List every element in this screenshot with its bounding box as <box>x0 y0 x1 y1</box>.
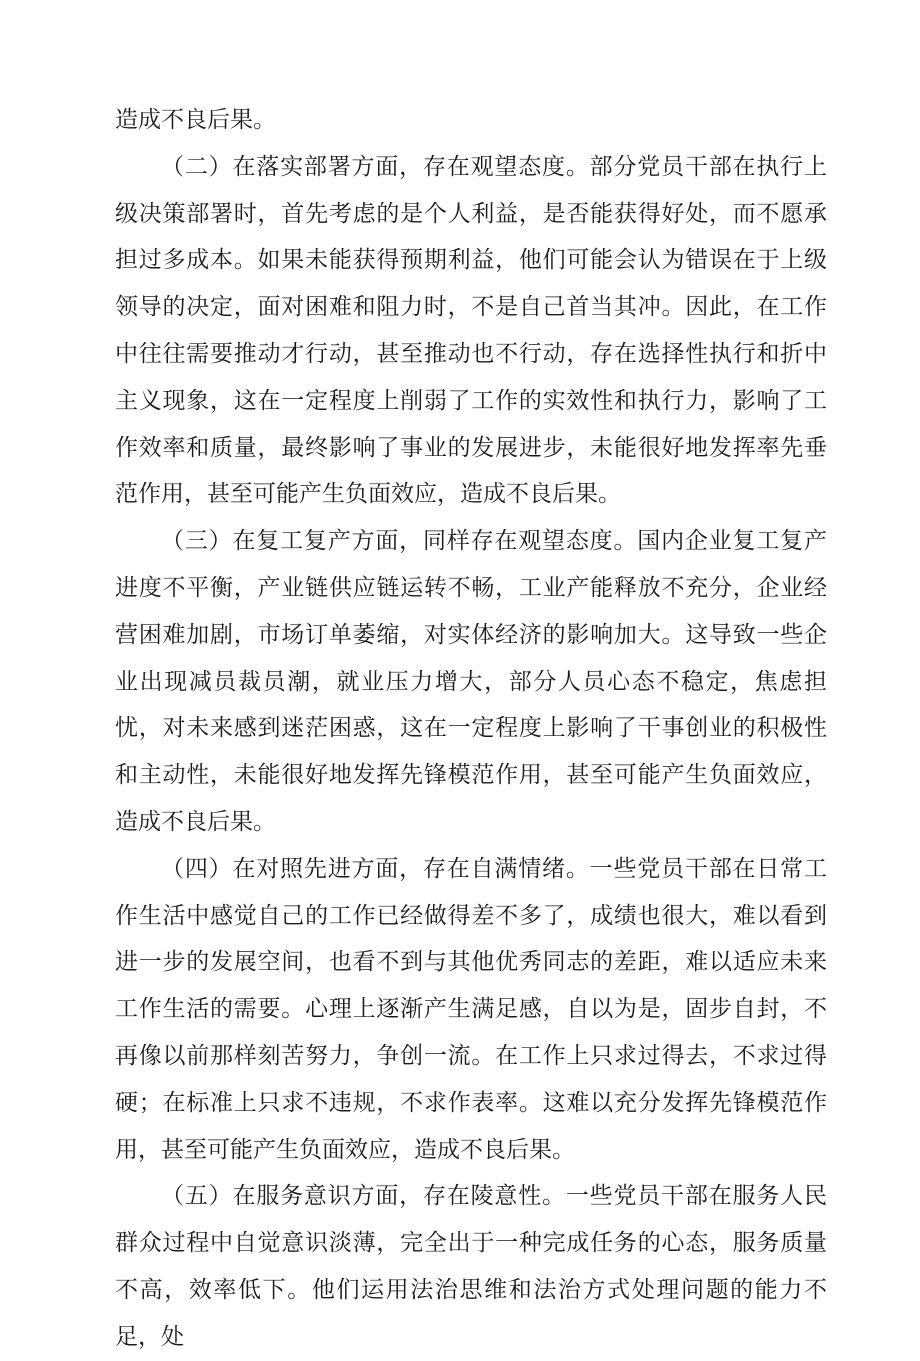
document-body <box>115 97 827 1361</box>
paragraph-complacency: （四）在对照先进方面，存在自满情绪。一些党员干部在日常工作生活中感觉自己的工作已经做得差不多了，成绩也很大，难以看到进一步的发展空间，也看不到与其他优秀同志的差距，难以适应未来工作生活的需要。心理上逐渐产生满足感，自以为是，固步自封，不再像以前那样刻苦努力，争创一流。在工作上只求过得去，不求过得硬；在标准上只求不违规，不求作表率。这难以充分发挥先锋模范作用，甚至可能产生负面效应，造成不良后果。 <box>115 855 827 1163</box>
paragraph-resumption: （三）在复工复产方面，同样存在观望态度。国内企业复工复产进度不平衡，产业链供应链运转不畅，工业产能释放不充分，企业经营困难加剧，市场订单萎缩，对实体经济的影响加大。这导致一些企业出现减员裁员潮，就业压力增大，部分人员心态不稳定，焦虑担忧，对未来感到迷茫困惑，这在一定程度上影响了干事创业的积极性和主动性，未能很好地发挥先锋模范作用，甚至可能产生负面效应，造成不良后果。 <box>115 528 827 835</box>
paragraph-implementation: （二）在落实部署方面，存在观望态度。部分党员干部在执行上级决策部署时，首先考虑的是个人利益，是否能获得好处，而不愿承担过多成本。如果未能获得预期利益，他们可能会认为错误在于上级领导的决定，面对困难和阻力时，不是自己首当其冲。因此，在工作中往往需要推动才行动，甚至推动也不行动，存在选择性执行和折中主义现象，这在一定程度上削弱了工作的实效性和执行力，影响了工作效率和质量，最终影响了事业的发展进步，未能很好地发挥率先垂范作用，甚至可能产生负面效应，造成不良后果。 <box>115 153 827 508</box>
paragraph-continuation: 造成不良后果。 <box>115 107 276 133</box>
paragraph-service: （五）在服务意识方面，存在陵意性。一些党员干部在服务人民群众过程中自觉意识淡薄，完全出于一种完成任务的心态，服务质量不高，效率低下。他们运用法治思维和法治方式处理问题的能力不足，处 <box>115 1183 827 1350</box>
